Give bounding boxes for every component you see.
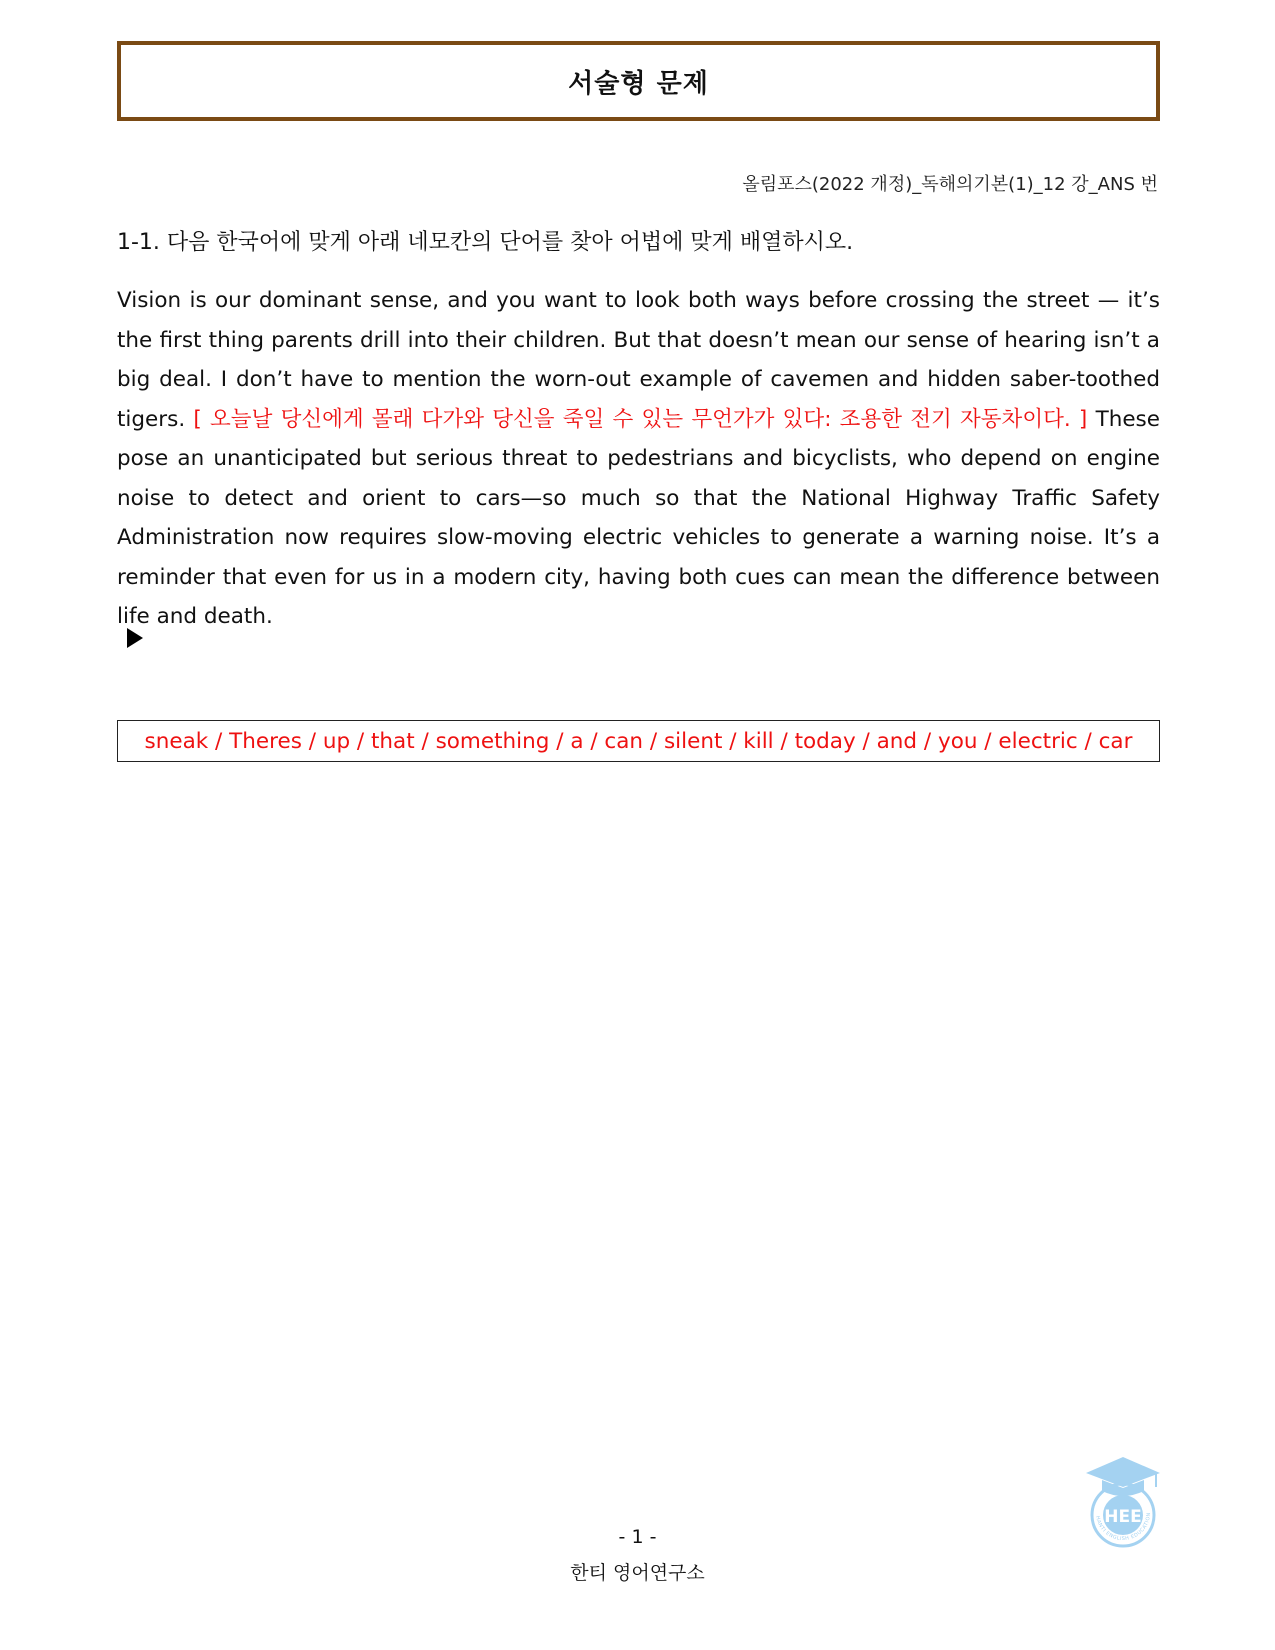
page-number: - 1 -	[618, 1526, 657, 1548]
passage-text-before: Vision is our dominant sense, and you want to look both ways before crossing the street — it’s the first thing parents drill into their children. But that doesn’t mean our sense of hearing isn’t a big deal. I don’t have to mention the worn-out example of cavemen and hidden saber-toothed tigers.	[117, 288, 1160, 432]
hee-logo-icon	[1082, 1453, 1164, 1549]
word-bank-box	[117, 720, 1160, 762]
passage-text-after: These pose an unanticipated but serious threat to pedestrians and bicyclists, who depend on engine noise to detect and orient to cars—so much so that the National Highway Traffic Safety Administration now requires slow-moving electric vehicles to generate a warning noise. It’s a reminder that even for us in a modern city, having both cues can mean the difference between life and death.	[117, 406, 1160, 629]
title-box	[117, 41, 1160, 121]
page-title: 서술형 문제	[568, 68, 709, 99]
answer-arrow-icon	[127, 628, 143, 648]
korean-target-sentence: [ 오늘날 당신에게 몰래 다가와 당신을 죽일 수 있는 무언가가 있다: 조용한 전기 자동차이다. ]	[193, 406, 1088, 432]
word-bank: sneak / Theres / up / that / something / a / can / silent / kill / today / and / you / electric / car	[144, 728, 1133, 754]
question-prompt: 1-1. 다음 한국어에 맞게 아래 네모칸의 단어를 찾아 어법에 맞게 배열하시오.	[117, 230, 854, 255]
source-reference: 올림포스(2022 개정)_독해의기본(1)_12 강_ANS 번	[742, 174, 1158, 195]
logo-ring-text: HANTI ENGLISH EDUCATION	[1094, 1512, 1153, 1543]
logo-text: HEE	[1104, 1507, 1142, 1527]
publisher-name: 한티 영어연구소	[570, 1562, 705, 1584]
passage	[117, 281, 1160, 637]
